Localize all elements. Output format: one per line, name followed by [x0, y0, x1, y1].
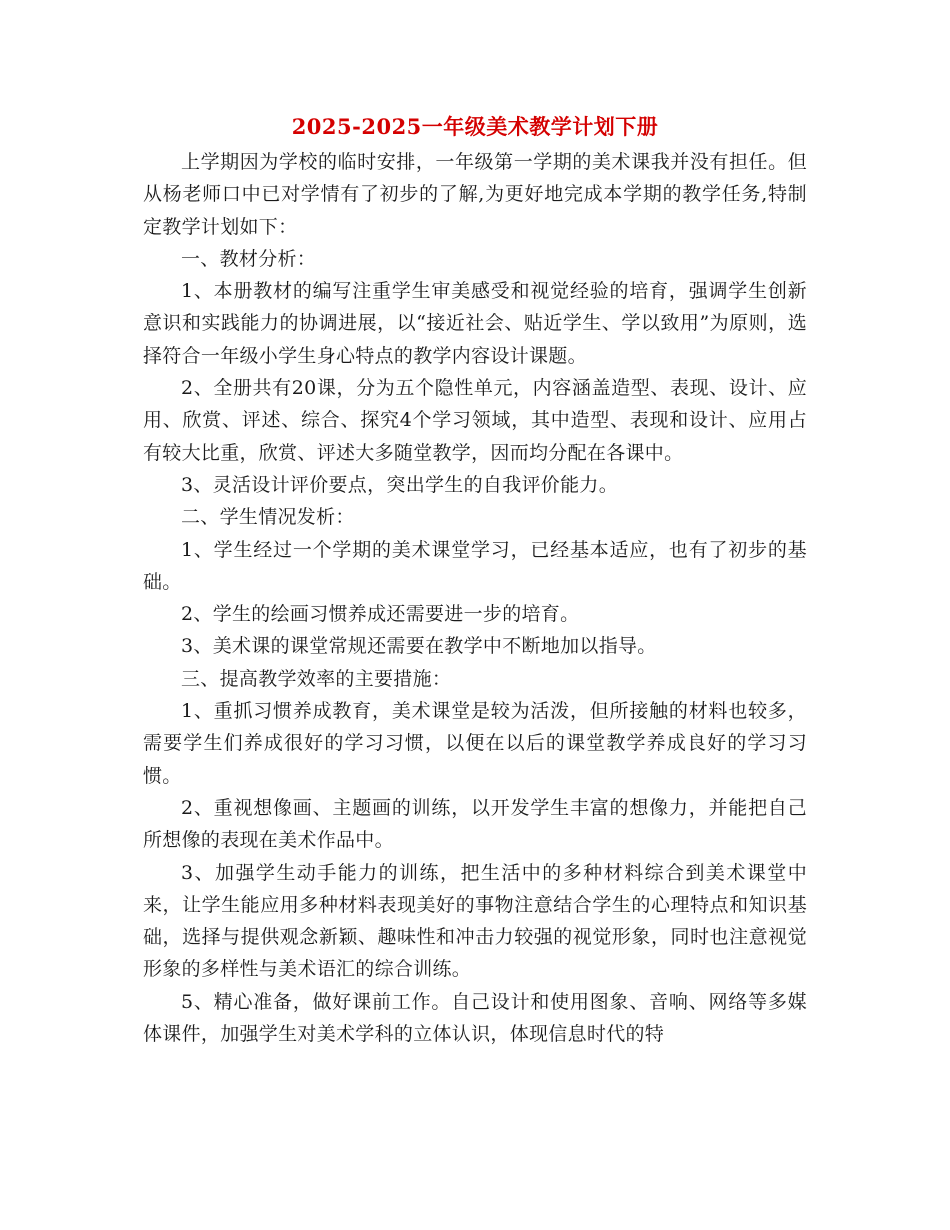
- document-title: 2025-2025一年级美术教学计划下册: [291, 114, 659, 139]
- document-body: [143, 146, 807, 1050]
- section-heading-textbook-analysis: 一、教材分析：: [181, 247, 317, 270]
- textbook-point-2: 2、全册共有20课，分为五个隐性单元，内容涵盖造型、表现、设计、应用、欣赏、评述、综合、探究4个学习领域，其中造型、表现和设计、应用占有较大比重，欣赏、评述大多随堂教学，因而均分配在各课中。: [143, 377, 807, 464]
- measure-point-3: 3、加强学生动手能力的训练，把生活中的多种材料综合到美术课堂中来，让学生能应用多种材料表现美好的事物注意结合学生的心理特点和知识基础，选择与提供观念新颖、趣味性和冲击力较强的视觉形象，同时也注意视觉形象的多样性与美术语汇的综合训练。: [143, 861, 807, 981]
- section-heading-measures: 三、提高教学效率的主要措施：: [181, 667, 452, 690]
- document-page: [143, 108, 807, 1050]
- section-heading-student-analysis: 二、学生情况发析：: [181, 506, 355, 529]
- textbook-point-1: 1、本册教材的编写注重学生审美感受和视觉经验的培育，强调学生创新意识和实践能力的协调进展，以“接近社会、贴近学生、学以致用”为原则，选择符合一年级小学生身心特点的教学内容设计课题。: [143, 280, 807, 367]
- textbook-point-3: 3、灵活设计评价要点，突出学生的自我评价能力。: [181, 473, 618, 496]
- measure-point-5: 5、精心准备，做好课前工作。自己设计和使用图象、音响、网络等多媒体课件，加强学生对美术学科的立体认识，体现信息时代的特: [143, 990, 807, 1046]
- intro-paragraph: 上学期因为学校的临时安排，一年级第一学期的美术课我并没有担任。但从杨老师口中已对学情有了初步的了解,为更好地完成本学期的教学任务,特制定教学计划如下：: [143, 151, 807, 238]
- student-point-2: 2、学生的绘画习惯养成还需要进一步的培育。: [181, 603, 580, 626]
- measure-point-2: 2、重视想像画、主题画的训练，以开发学生丰富的想像力，并能把自己所想像的表现在美术作品中。: [143, 796, 807, 852]
- measure-point-1: 1、重抓习惯养成教育，美术课堂是较为活泼，但所接触的材料也较多，需要学生们养成很好的学习习惯，以便在以后的课堂教学养成良好的学习习惯。: [143, 700, 807, 787]
- student-point-1: 1、学生经过一个学期的美术课堂学习，已经基本适应，也有了初步的基础。: [143, 538, 807, 593]
- student-point-3: 3、美术课的课堂常规还需要在教学中不断地加以指导。: [181, 635, 657, 658]
